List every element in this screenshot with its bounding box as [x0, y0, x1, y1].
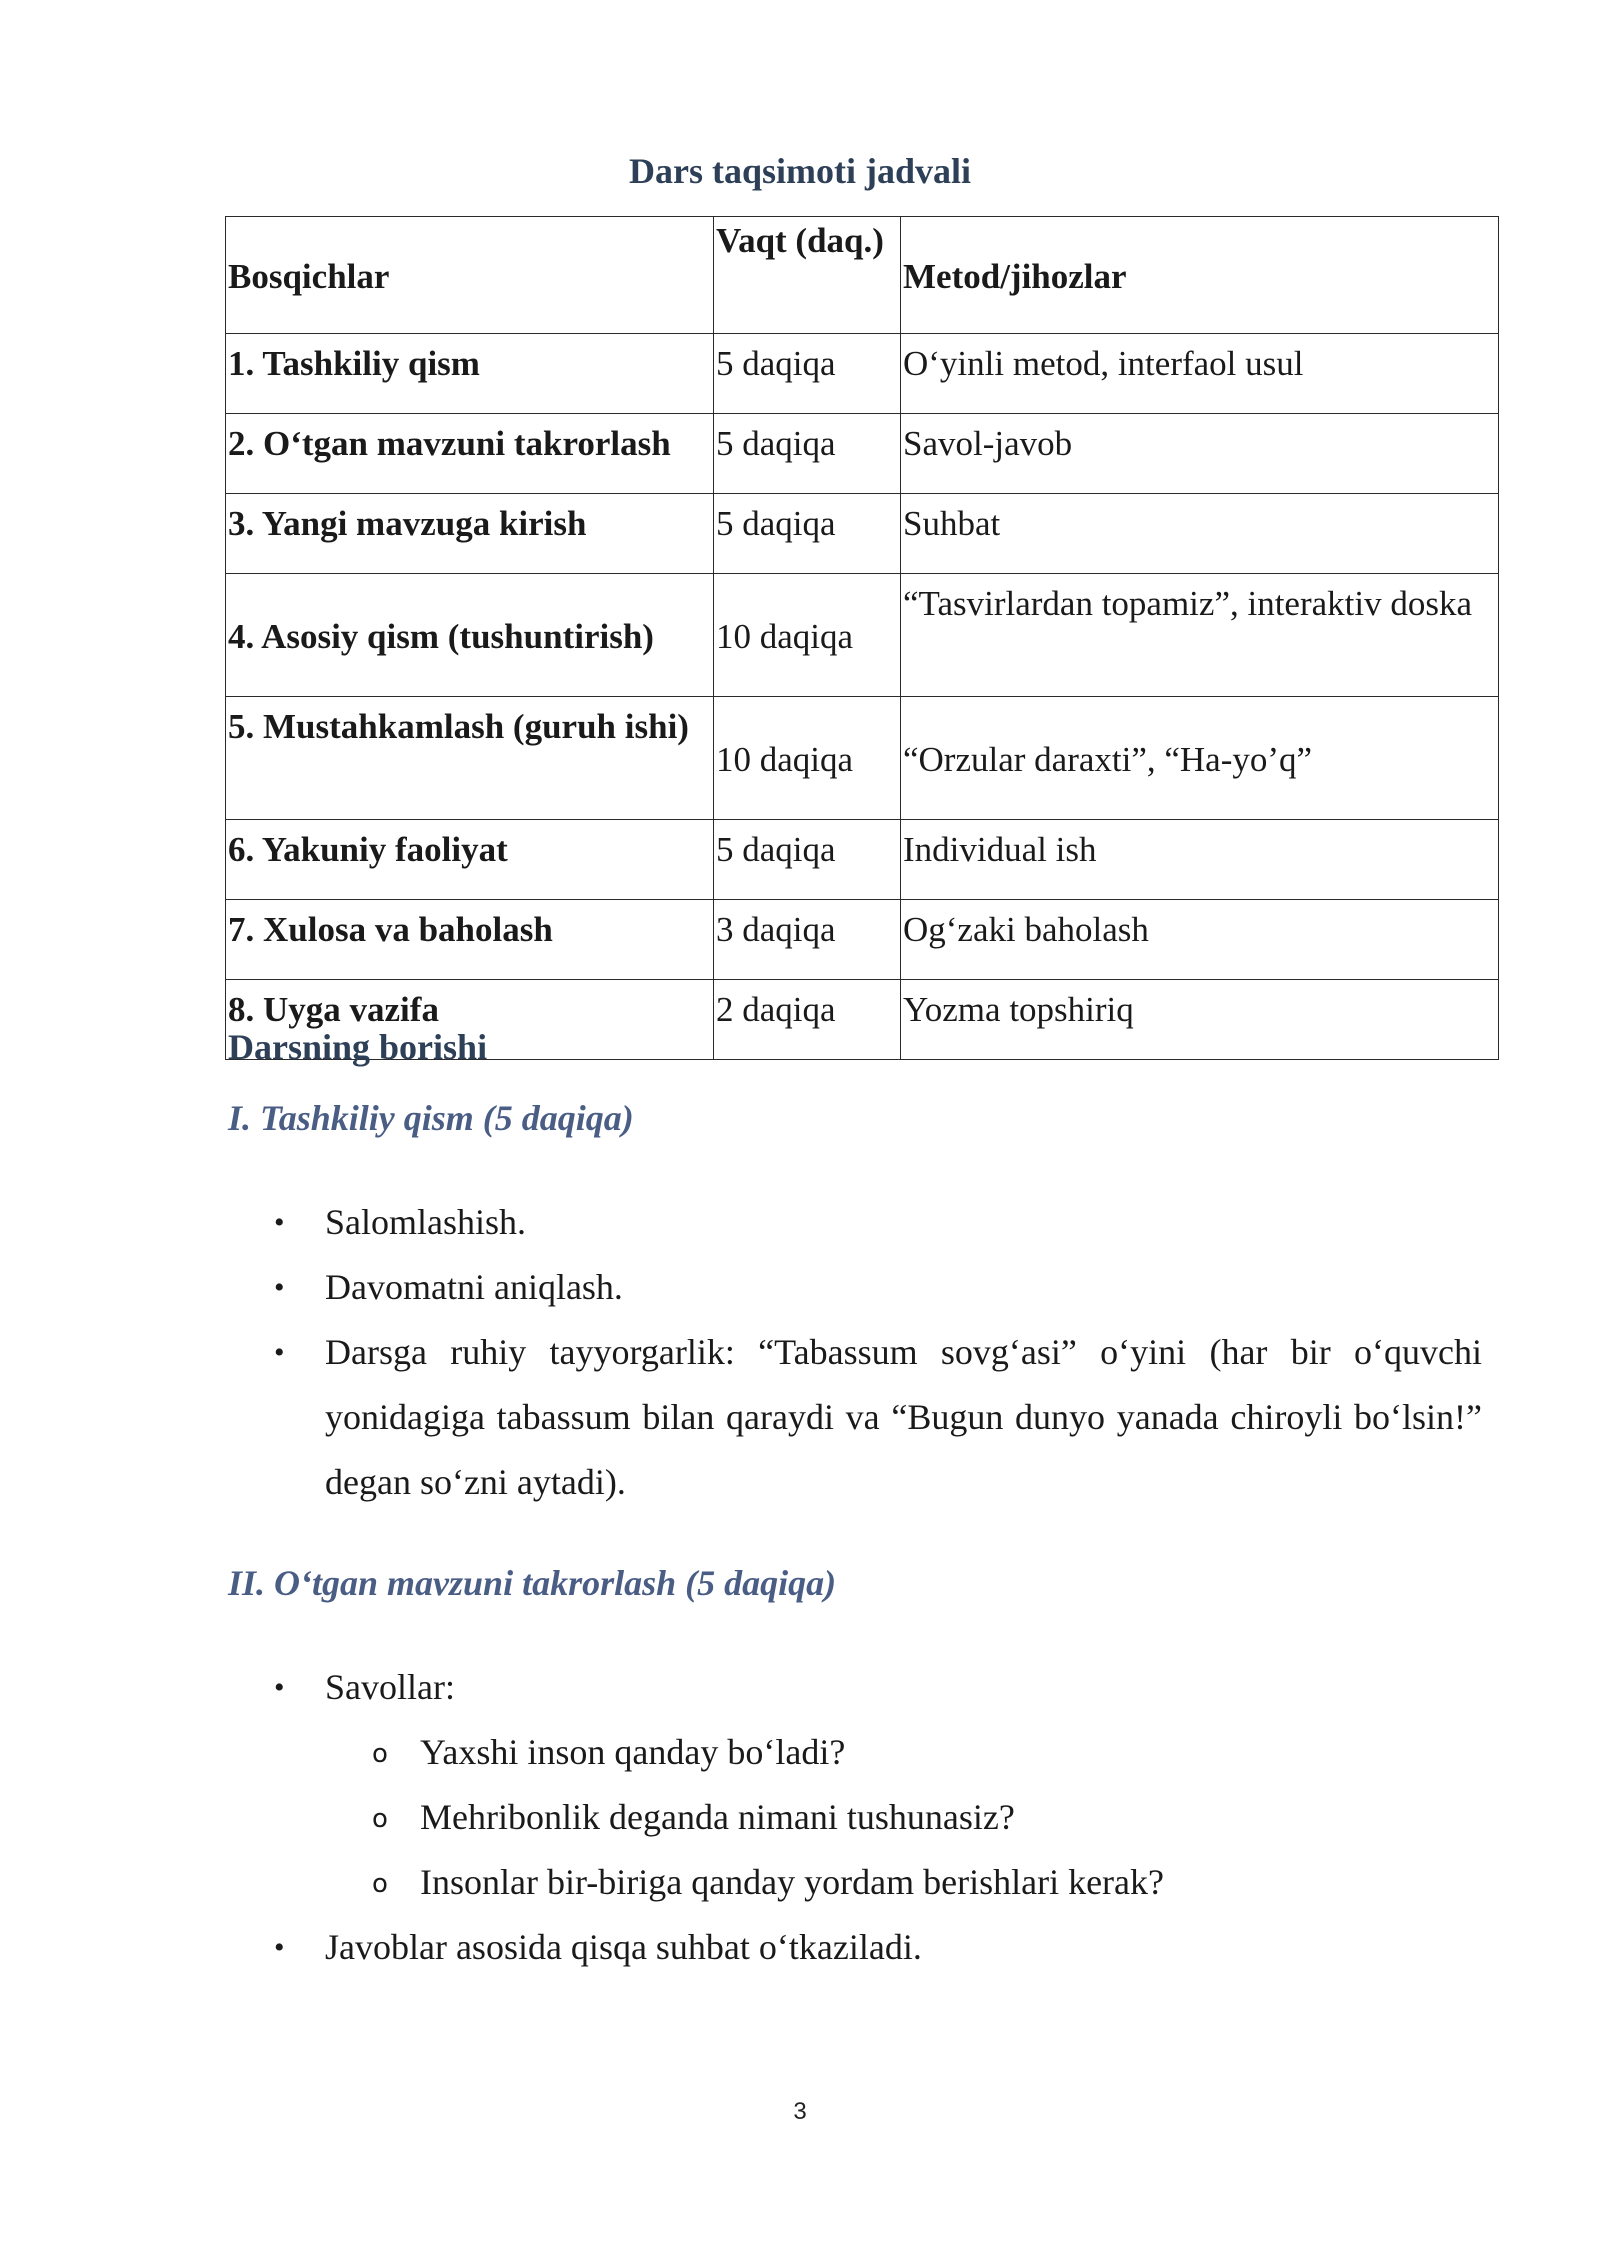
row-method: Suhbat [901, 494, 1499, 574]
row-method: Yozma topshiriq [901, 980, 1499, 1060]
section-2-title: II. O‘tgan mavzuni takrorlash (5 daqiqa) [228, 1563, 837, 1603]
row-time: 5 daqiqa [714, 820, 901, 900]
circle-bullet-icon: o [372, 1739, 388, 1769]
bullet-icon: • [274, 1336, 285, 1369]
sub-list-item: o Insonlar bir-biriga qanday yordam berishlari kerak? [270, 1850, 1482, 1915]
table-row [226, 697, 1499, 820]
row-method: O‘yinli metod, interfaol usul [901, 334, 1499, 414]
page-number: 3 [793, 2098, 807, 2125]
row-stage: 4. Asosiy qism (tushuntirish) [226, 574, 714, 697]
row-stage: 1. Tashkiliy qism [226, 334, 714, 414]
list-item: • Savollar: [270, 1655, 1482, 1720]
row-stage: 6. Yakuniy faoliyat [226, 820, 714, 900]
list-item: • Davomatni aniqlash. [270, 1255, 1482, 1320]
table-header-row [226, 217, 1499, 334]
lesson-schedule-table [225, 216, 1499, 1060]
row-stage: 7. Xulosa va baholash [226, 900, 714, 980]
row-time: 5 daqiqa [714, 414, 901, 494]
table-title: Dars taqsimoti jadvali [629, 151, 971, 191]
section-2-list [270, 1655, 1482, 1980]
section-1-list [270, 1190, 1482, 1515]
row-time: 10 daqiqa [714, 697, 901, 820]
section-1-title: I. Tashkiliy qism (5 daqiqa) [228, 1098, 634, 1138]
bullet-icon: • [274, 1206, 285, 1239]
row-stage: 2. O‘tgan mavzuni takrorlash [226, 414, 714, 494]
course-heading: Darsning borishi [228, 1027, 488, 1067]
bullet-icon: • [274, 1931, 285, 1964]
table-row [226, 574, 1499, 697]
row-method: Savol-javob [901, 414, 1499, 494]
list-item: • Javoblar asosida qisqa suhbat o‘tkaziladi. [270, 1915, 1482, 1980]
row-stage: 3. Yangi mavzuga kirish [226, 494, 714, 574]
row-time: 2 daqiqa [714, 980, 901, 1060]
header-time: Vaqt (daq.) [714, 217, 901, 334]
row-time: 5 daqiqa [714, 494, 901, 574]
row-stage: 5. Mustahkamlash (guruh ishi) [226, 697, 714, 820]
row-method: Individual ish [901, 820, 1499, 900]
bullet-icon: • [274, 1671, 285, 1704]
list-item: • Darsga ruhiy tayyorgarlik: “Tabassum sovg‘asi” o‘yini (har bir o‘quvchi yonidagiga tabassum bilan qaraydi va “Bugun dunyo yanada chiroyli bo‘lsin!” degan so‘zni aytadi). [270, 1320, 1482, 1515]
table-row [226, 414, 1499, 494]
row-time: 5 daqiqa [714, 334, 901, 414]
bullet-icon: • [274, 1271, 285, 1304]
row-method: “Orzular daraxti”, “Ha-yo’q” [901, 697, 1499, 820]
row-method: Og‘zaki baholash [901, 900, 1499, 980]
header-method: Metod/jihozlar [901, 217, 1499, 334]
table-row [226, 494, 1499, 574]
sub-list-item: o Mehribonlik deganda nimani tushunasiz? [270, 1785, 1482, 1850]
circle-bullet-icon: o [372, 1869, 388, 1899]
row-time: 10 daqiqa [714, 574, 901, 697]
sub-list-item: o Yaxshi inson qanday bo‘ladi? [270, 1720, 1482, 1785]
circle-bullet-icon: o [372, 1804, 388, 1834]
header-stages: Bosqichlar [226, 217, 714, 334]
row-stage: 8. Uyga vazifa [226, 980, 714, 1060]
row-time: 3 daqiqa [714, 900, 901, 980]
table-row [226, 900, 1499, 980]
list-item: • Salomlashish. [270, 1190, 1482, 1255]
table-row [226, 820, 1499, 900]
row-method: “Tasvirlardan topamiz”, interaktiv doska [901, 574, 1499, 697]
table-row [226, 334, 1499, 414]
